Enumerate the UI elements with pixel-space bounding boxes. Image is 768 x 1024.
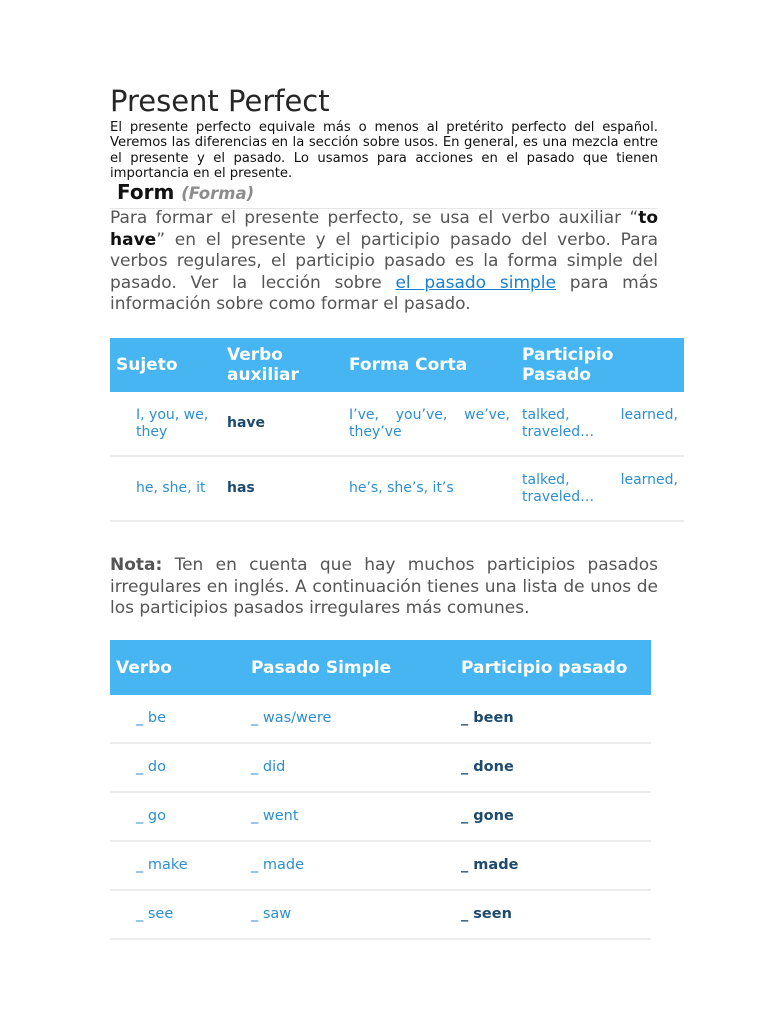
cell-past-simple: _ went — [245, 792, 455, 841]
para-text-1: Para formar el presente perfecto, se usa el verbo auxiliar “ — [110, 208, 639, 228]
table-row — [110, 743, 651, 792]
header-verbo-auxiliar: Verbo auxiliar — [221, 338, 343, 392]
cell-short-form: I’ve, you’ve, we’ve, they’ve — [343, 392, 516, 456]
past-simple-link[interactable]: el pasado simple — [395, 272, 556, 293]
table-row — [110, 695, 651, 743]
cell-verb: _ do — [110, 743, 245, 792]
cell-past-participle: _ made — [455, 841, 651, 890]
table-header-row — [110, 338, 684, 392]
cell-auxiliary: has — [221, 456, 343, 521]
note-text: Ten en cuenta que hay muchos participios pasados irregulares en inglés. A continuación tienes una lista de unos de los participios pasados irregulares más comunes. — [110, 555, 658, 619]
cell-verb: _ be — [110, 695, 245, 743]
intro-text: El presente perfecto equivale más o menos al pretérito perfecto del español. Veremos las diferencias en la sección sobre usos. En general, es una mezcla entre el presente y el pasado. Lo usamos para acciones en el pasado que tienen importancia en el presente. — [110, 120, 658, 182]
cell-participle: talked, learned, traveled… — [516, 392, 684, 456]
form-heading — [117, 180, 254, 204]
header-pasado-simple: Pasado Simple — [245, 640, 455, 695]
para-bold-term: to have — [110, 208, 658, 250]
cell-verb: _ make — [110, 841, 245, 890]
irregular-verbs-table — [110, 640, 651, 940]
cell-short-form: he’s, she’s, it’s — [343, 456, 516, 521]
para-text-2: ” en el presente y el participio pasado del verbo. Para verbos regulares, el participio pasado es la forma simple del pasado. Ver la lección sobre — [110, 229, 658, 293]
header-verbo: Verbo — [110, 640, 245, 695]
cell-subject: I, you, we, they — [110, 392, 221, 456]
cell-past-simple: _ did — [245, 743, 455, 792]
header-sujeto: Sujeto — [110, 338, 221, 392]
table-row — [110, 841, 651, 890]
cell-participle: talked, learned, traveled… — [516, 456, 684, 521]
cell-verb: _ go — [110, 792, 245, 841]
cell-subject: he, she, it — [110, 456, 221, 521]
cell-past-simple: _ saw — [245, 890, 455, 939]
note-label: Nota: — [110, 555, 163, 575]
table-row — [110, 392, 684, 456]
header-participio-pasado: Participio Pasado — [516, 338, 684, 392]
table-header-row — [110, 640, 651, 695]
cell-past-participle: _ seen — [455, 890, 651, 939]
note-paragraph — [110, 555, 658, 620]
page-title: Present Perfect — [110, 84, 330, 118]
para-text-3: para más información sobre como formar el pasado. — [110, 272, 658, 315]
header-participio-pasado: Participio pasado — [455, 640, 651, 695]
cell-past-simple: _ was/were — [245, 695, 455, 743]
cell-verb: _ see — [110, 890, 245, 939]
cell-past-participle: _ done — [455, 743, 651, 792]
table-row — [110, 890, 651, 939]
table-row — [110, 792, 651, 841]
cell-past-participle: _ been — [455, 695, 651, 743]
form-paragraph — [110, 208, 658, 316]
cell-auxiliary: have — [221, 392, 343, 456]
form-heading-label: Form — [117, 180, 175, 204]
table-row — [110, 456, 684, 521]
form-subheading: (Forma) — [181, 184, 255, 203]
cell-past-participle: _ gone — [455, 792, 651, 841]
cell-past-simple: _ made — [245, 841, 455, 890]
header-forma-corta: Forma Corta — [343, 338, 516, 392]
conjugation-table — [110, 338, 684, 522]
